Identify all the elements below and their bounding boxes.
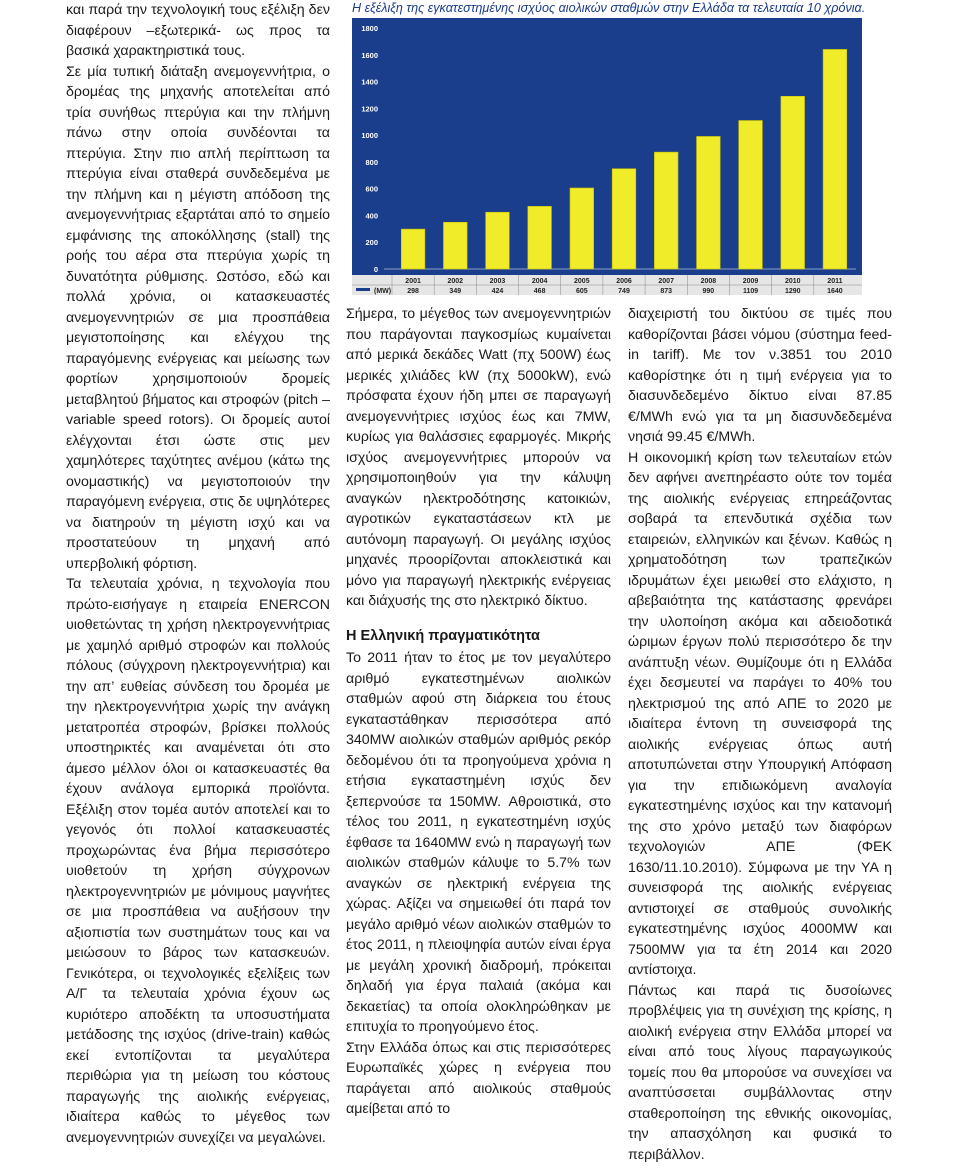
y-tick-label: 0	[373, 265, 378, 274]
data-label: 605	[575, 288, 588, 295]
bar	[528, 206, 552, 269]
bar	[823, 49, 847, 269]
section-heading: Η Ελληνική πραγματικότητα	[346, 627, 540, 644]
bar	[654, 152, 678, 269]
y-tick-label: 1400	[361, 77, 378, 87]
x-tick-label: 2001	[405, 278, 421, 285]
text-column-2	[346, 304, 611, 1120]
paragraph: και παρά την τεχνολογική τους εξέλιξη δεν διαφέρουν –εξωτερικά- ως προς τα βασικά χαρακτηριστικά τους.	[66, 2, 330, 59]
paragraph: Το 2011 ήταν το έτος με τον μεγαλύτερο αριθμό εγκατεστημένων αιολικών σταθμών αφού στη διάρκεια του έτους εγκαταστάθηκαν περισσότερα από 340MW αιολικών σταθμών αριθμός ρεκόρ δεδομένου ότι τα προηγούμενα χρόνια η ετήσια εγκαταστημένη ισχύς δεν ξεπερνούσε τα 150MW. Αθροιστικά, στο τέλος του 2011, η εγκατεστημένη ισχύς έφθασε τα 1640MW ενώ η παραγωγή των αιολικών σταθμών κάλυψε το 5.7% των αναγκών σε ηλεκτρική ενέργεια της χώρας. Αξίζει να σημειωθεί ότι παρά τον μεγάλο αριθμό νέων αιολικών σταθμών το έτος 2011, η πλειοψηφία αυτών είναι έργα με μεγάλη χρονική διαδρομή, πρόκειται δηλαδή για έργα παλαιά (ακόμα και δεκαετίας) τα οποία ολοκληρώθηκαν με επιτυχία το προηγούμενο έτος.	[346, 650, 611, 1035]
text-column-3	[628, 304, 892, 1165]
paragraph: Η οικονομική κρίση των τελευταίων ετών δεν αφήνει ανεπηρέαστο ούτε τον τομέα της αιολικής ενέργειας επηρεάζοντας σοβαρά τα επενδυτικά σχέδια των εταιρειών, ελληνικών και ξένων. Καθώς η χρηματοδότηση των τραπεζικών ιδρυμάτων έχει μειωθεί στο ελάχιστο, η αβεβαιότητα της κατάστασης φρενάρει την υλοποίηση ακόμα και αδειοδοτικά ώριμων έργων πολύ περισσότερο δε την ανάπτυξη νέων. Θυμίζουμε ότι η Ελλάδα έχει δεσμευτεί να παράγει το 40% του ηλεκτρισμού της από ΑΠΕ το 2020 με ιδιαίτερα έντονη τη συνεισφορά της αιολικής ενέργειας όπως αυτή αποτυπώνεται στην Υπουργική Απόφαση για την επιδιωκόμενη αναλογία εγκατεστημένης ισχύος και την κατανομή της στο χρόνο μεταξύ των διαφόρων τεχνολογιών ΑΠΕ (ΦΕΚ 1630/11.10.2010). Σύμφωνα με την ΥΑ η συνεισφορά της αιολικής ενέργειας αντιστοιχεί σε σταθμούς συνολικής εγκατεστημένης ισχύος 4000MW και 7500MW για τα έτη 2014 και 2020 αντίστοιχα.	[628, 449, 892, 978]
data-label: 1640	[827, 288, 843, 295]
data-label: 349	[449, 288, 462, 295]
x-tick-label: 2002	[447, 278, 464, 285]
bar	[781, 96, 805, 269]
y-tick-label: 200	[365, 238, 378, 248]
paragraph: Σε μία τυπική διάταξη ανεμογεννήτρια, ο δρομέας της μηχανής αποτελείται από τρία συνήθως πτερύγια και την πλήμνη πάνω στην οποία συνδέονται τα πτερύγια. Στην πιο απλή περίπτωση τα πτερύγια είναι σταθερά συνδεδεμένα με την πλήμνη και η μέγιστη απόδοση της ανεμογεννήτριας εξαρτάται από το σημείο εμφάνισης της αποκόλλησης (stall) της ροής του αέρα στα πτερύγια χωρίς τη δυνατότητα ρύθμισης. Ωστόσο, εδώ και πολλά χρόνια, οι κατασκευαστές ανεμογεννητριών σε μια προσπάθεια μεγιστοποίησης και ελέγχου της παραγόμενης ενέργειας και μείωσης των φορτίων χρησιμοποιούν δρομείς μεταβλητού βήματος και στροφών (pitch –variable speed rotors). Οι δρομείς αυτοί ελέγχονται έτσι ώστε στις μεν χαμηλότερες ταχύτητες ανέμου (κάτω της ονομαστικής) να μεγιστοποιούν την παραγόμενη ενέργεια, στις δε υψηλότερες να διατηρούν τη μέγιστη ισχύ και να προστατεύουν τη μηχανή από υπερβολική φόρτιση.	[66, 63, 330, 572]
paragraph: Τα τελευταία χρόνια, η τεχνολογία που πρώτο-εισήγαγε η εταιρεία ENERCON υιοθετώντας τη χρήση ηλεκτρογεννήτριας με χαμηλό αριθμό στροφών και πολλούς πόλους (σύγχρονη ηλεκτρογεννήτρια) και την απ’ ευθείας σύνδεση του δρομέα με την ηλεκτρογεννήτρια χωρίς την ανάγκη μετατροπέα στροφών, βρίσκει πολλούς υποστηρικτές και αναμένεται ότι στο άμεσο μέλλον όλοι οι κατασκευαστές θα έχουν ανάλογα εμπορικά προϊόντα. Εξέλιξη στον τομέα αυτόν αποτελεί και το γεγονός ότι πολλοί κατασκευαστές προχωρώντας ένα βήμα περισσότερο υιοθετούν τη χρήση σύγχρονων ηλεκτρογεννητριών με μόνιμους μαγνήτες σε μια προσπάθεια να αυξήσουν την αξιοπιστία των συστημάτων τους και να μειώσουν το βάρος των κατασκευών. Γενικότερα, οι τεχνολογικές εξελίξεις των Α/Γ τα τελευταία χρόνια έχουν ως κυριότερο αποδέκτη τα υποσυστήματα μετάδοσης της ισχύος (drive-train) καθώς εκεί εντοπίζονται τα μεγαλύτερα περιθώρια για τη μείωση του κόστους παραγωγής της αιολικής ενέργειας, ιδιαίτερα καθώς το μέγεθος των ανεμογεννητριών συνεχίζει να μεγαλώνει.	[66, 576, 330, 1146]
y-tick-label: 1600	[361, 50, 378, 60]
y-tick-label: 400	[365, 211, 378, 221]
bar	[570, 188, 594, 269]
bar	[739, 121, 763, 269]
y-tick-label: 1200	[361, 104, 378, 114]
bar	[612, 169, 636, 269]
legend-swatch	[356, 288, 370, 291]
data-label: 990	[702, 288, 715, 295]
data-label: 1290	[784, 288, 801, 295]
data-label: 298	[407, 288, 419, 295]
x-tick-label: 2009	[742, 278, 759, 285]
paragraph: Πάντως και παρά τις δυσοίωνες προβλέψεις για τη συνέχιση της κρίσης, η αιολική ενέργεια στην Ελλάδα μπορεί να είναι από τους λίγους παραγωγικούς τομείς που θα μπορούσε να συνεχίσει να αναπτύσσεται συμβάλλοντας στην σταθεροποίηση της εθνικής οικονομίας, την απασχόληση και φυσικά το περιβάλλον.	[628, 982, 892, 1163]
x-tick-label: 2008	[700, 278, 717, 285]
x-tick-label: 2006	[616, 278, 632, 285]
chart-caption: Η εξέλιξη της εγκατεστημένης ισχύος αιολικών σταθμών στην Ελλάδα τα τελευταία 10 χρόνια.	[352, 1, 866, 15]
text-column-1	[66, 0, 330, 1148]
y-tick-label: 800	[365, 157, 378, 167]
x-tick-label: 2005	[574, 278, 590, 285]
x-tick-label: 2010	[784, 278, 801, 285]
bar	[401, 229, 425, 269]
bar	[486, 212, 510, 269]
y-tick-label: 1800	[361, 24, 378, 33]
bar	[443, 222, 467, 269]
bar	[697, 136, 721, 269]
paragraph: Σήμερα, το μέγεθος των ανεμογεννητριών που παράγονται παγκοσμίως κυμαίνεται από μερικά δεκάδες Watt (πχ 500W) έως μερικές χιλιάδες kW (πχ 5000kW), ενώ πρόσφατα έχουν ήδη μπει σε παραγωγή ανεμογεννήτριες ισχύος έως και 7MW, κυρίως για θαλάσσιες εφαρμογές. Μικρής ισχύος ανεμογεννήτριες μπορούν να χρησιμοποιηθούν για την κάλυψη αναγκών ηλεκτροδότησης κατοικιών, αγροτικών εγκαταστάσεων κτλ με αυτόνομη παραγωγή. Οι μεγάλης ισχύος μηχανές προορίζονται αποκλειστικά και μόνο για παραγωγή ηλεκτρικής ενέργειας και διάχυσής της στο ηλεκτρικό δίκτυο.	[346, 306, 611, 609]
x-tick-label: 2004	[531, 278, 548, 285]
data-label: 424	[491, 288, 504, 295]
data-label: 749	[618, 288, 630, 295]
data-label: 468	[533, 288, 546, 295]
paragraph: διαχειριστή του δικτύου σε τιμές που καθορίζονται βάσει νόμου (σύστημα feed-in tariff). Με τον ν.3851 του 2010 καθορίστηκε ότι η τιμή ενέργεια για το διασυνδεδεμένο δίκτυο είναι 87.85 €/MWh ενώ για τα μη διασυνδεδεμένα νησιά 99.45 €/MWh.	[628, 306, 892, 445]
legend-label: (MW)	[374, 288, 392, 295]
x-tick-label: 2007	[658, 278, 674, 285]
data-label: 1109	[742, 288, 759, 295]
chart	[352, 18, 862, 295]
y-tick-label: 1000	[361, 131, 378, 141]
x-tick-label: 2011	[827, 278, 843, 285]
paragraph: Στην Ελλάδα όπως και στις περισσότερες Ευρωπαϊκές χώρες η ενέργεια που παράγεται από αιολικούς σταθμούς αμείβεται από το	[346, 1039, 611, 1117]
y-tick-label: 600	[365, 184, 378, 194]
x-tick-label: 2003	[489, 278, 506, 285]
data-label: 873	[660, 288, 673, 295]
chart-svg	[352, 18, 862, 295]
